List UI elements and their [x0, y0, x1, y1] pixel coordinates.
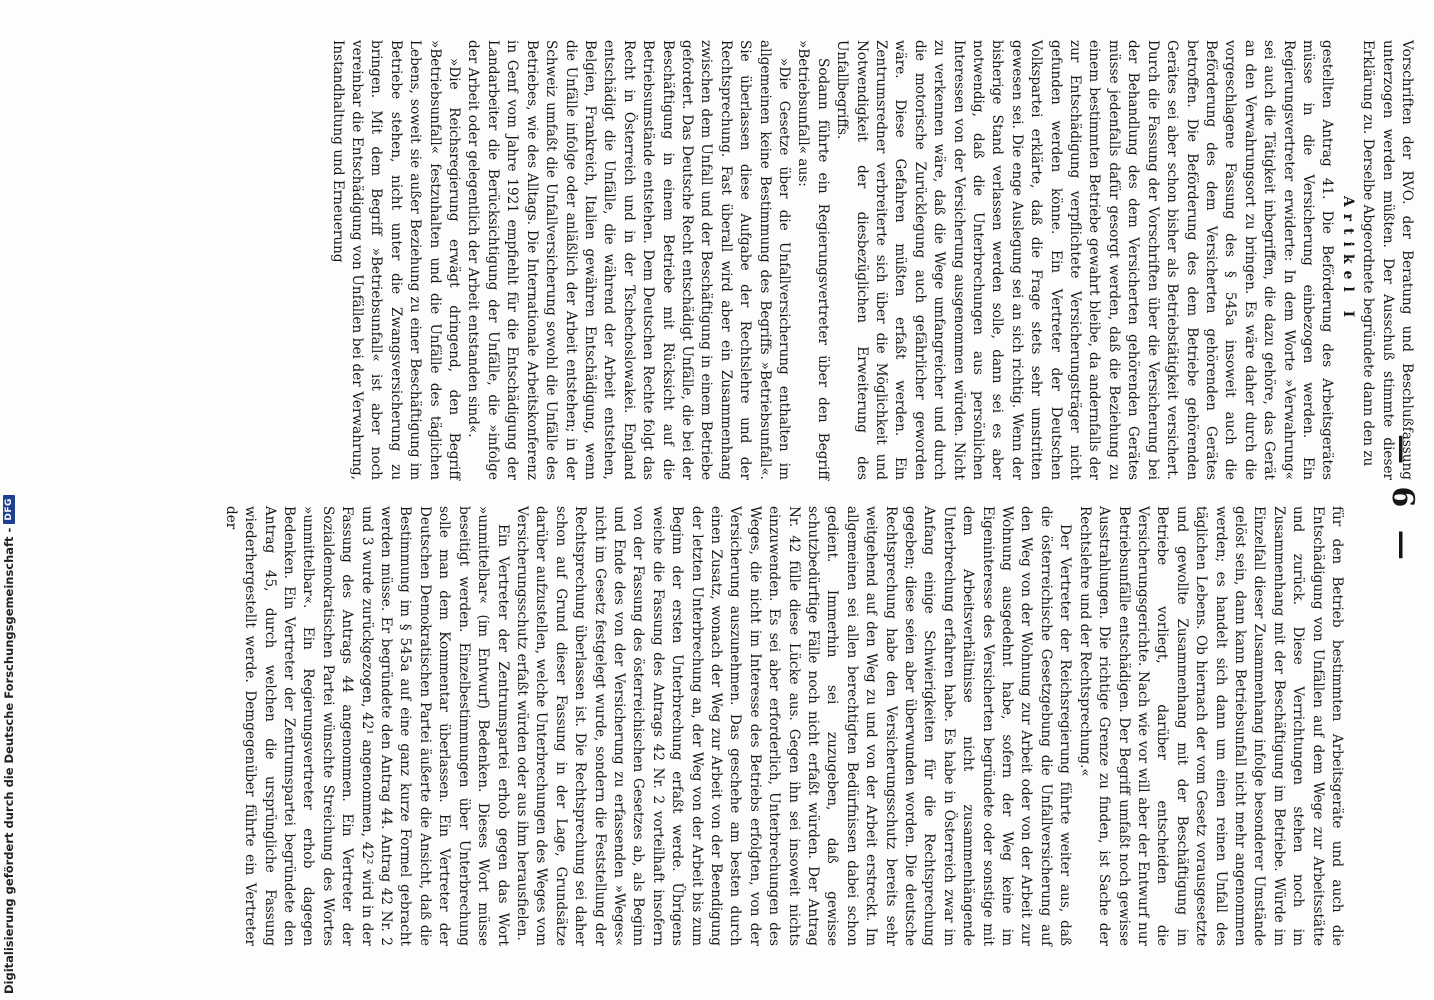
- right-column: [220, 506, 1346, 946]
- paragraph: Sodann führte ein Regierungsvertreter über den Begriff »Betriebsunfall« aus:: [795, 40, 831, 480]
- paragraph: Der Vertreter der Reichsregierung führte weiter aus, daß die österreichische Gesetzgebung die Unfallversicherung auf den Weg von der Wohnung zur Arbeit oder von der Arbeit zur Wohnung ausgedehnt habe, sofern der Weg keine im Eigeninteresse des Versicherten begründete oder sonstige mit dem Arbeitsverhältnisse nicht zusammenhängende Unterbrechung erfahren habe. Es habe in Österreich zwar im Anfang einige Schwierigkeiten für die Rechtsprechung gegeben; diese seien aber überwunden worden. Die deutsche Rechtsprechung habe den Versicherungsschutz bereits sehr weitgehend auf den Weg zu und von der Arbeit erstreckt. Im allgemeinen sei allen berechtigten Bedürfnissen dabei schon gedient. Immerhin sei zuzugeben, daß gewisse schutzbedürftige Fälle noch nicht erfaßt würden. Der Antrag Nr. 42 fülle diese Lücke aus. Gegen ihn sei insoweit nichts einzuwenden. Es sei aber erforderlich, Unterbrechungen des Weges, die nicht im Interesse des Betriebs erfolgten, von der Versicherung auszunehmen. Das geschehe am besten durch einen Zusatz, wonach der Weg zur Arbeit von der Beendigung der letzten Unterbrechung an, der Weg von der Arbeit bis zum Beginn der ersten Unterbrechung erfaßt werde. Übrigens weiche die Fassung des Antrags 42 Nr. 2 vorteilhaft insofern von der Fassung des österreichischen Gesetzes ab, als Beginn und Ende des von der Versicherung zu erfassenden »Weges« nicht im Gesetz festgelegt wurde, sondern die Feststellung der Rechtsprechung überlassen ist. Die Rechtsprechung sei daher schon auf Grund dieser Fassung in der Lage, Grundsätze darüber aufzustellen, welche Unterbrechungen des Weges vom Versicherungsschutz erfaßt würden oder aus ihm herausfielen.: [513, 506, 1074, 946]
- paragraph: »Die Gesetze über die Unfallversicherung enthalten im allgemeinen keine Bestimmung des Begriffs »Betriebsunfall«. Sie überlassen diese Aufgabe der Rechtslehre und der Rechtsprechung. Fast überall wird aber ein Zusammenhang zwischen dem Unfall und der Beschäftigung in einem Betriebe gefordert. Das Deutsche Recht entschädigt Unfälle, die bei der Beschäftigung in einem Betriebe mit Rücksicht auf die Betriebsumstände entstehen. Dem Deutschen Rechte folgt das Recht in Österreich und in der Tschechoslowakei. England entschädigt die Unfälle, die während der Arbeit entstehen, Belgien, Frankreich, Italien gewähren Entschädigung, wenn die Unfälle infolge oder anläßlich der Arbeit entstehen; in der Schweiz umfaßt die Unfallversicherung sowohl die Unfälle des Betriebes, wie des Alltags. Die Internationale Arbeitskonferenz in Genf vom Jahre 1921 empfiehlt für die Entschädigung der Landarbeiter die Berücksichtigung der Unfälle, die »infolge der Arbeit oder gelegentlich der Arbeit entstanden sind«.: [465, 40, 792, 480]
- paragraph: Ein Vertreter der Zentrumspartei erhob gegen das Wort »unmittelbar« (im Entwurf) Bedenken. Dieses Wort müsse beseitigt werden. Einzelbestimmungen über Unterbrechung solle man dem Kommentar überlassen. Ein Vertreter der Deutschen Demokratischen Partei äußerte die Ansicht, daß die Bestimmung im § 545a auf eine ganz kurze Formel gebracht werden müsse. Er begründete den Antrag 44. Antrag 42 Nr. 2 und 3 wurde zurückgezogen, 42¹ angenommen, 42² wird in der Fassung des Antrags 44 angenommen. Ein Vertreter der Sozialdemokratischen Partei wünschte Streichung des Wortes »unmittelbar«. Ein Regierungsvertreter erhob dagegen Bedenken. Ein Vertreter der Zentrumspartei begründete den Antrag 45, durch welchen die ursprüngliche Fassung wiederhergestellt werde. Demgegenüber führte ein Vertreter der: [222, 506, 511, 946]
- dfg-logo-icon: DFG: [3, 495, 15, 524]
- section-heading: Artikel I: [1339, 195, 1356, 325]
- paragraph: für den Betrieb bestimmten Arbeitsgeräte und auch die Entschädigung von Unfällen auf dem Wege zur Arbeitsstätte und zurück. Diese Verrichtungen stehen noch im Zusammenhang mit der Beschäftigung im Betriebe. Würde im Einzelfall dieser Zusammenhang infolge besonderer Umstände gelöst sein, dann kann Betriebsunfall nicht mehr angenommen werden; es handelt sich dann um einen reinen Unfall des täglichen Lebens. Ob hiernach der vom Gesetz vorausgesetzte und gewollte Zusammenhang mit der Beschäftigung im Betriebe vorliegt, darüber entscheiden die Versicherungsgerichte. Nach wie vor will aber der Entwurf nur Betriebsunfälle entschädigen. Der Begriff umfaßt noch gewisse Ausstrahlungen. Die richtige Grenze zu finden, ist Sache der Rechtslehre und der Rechtsprechung.«: [1076, 506, 1345, 946]
- funding-text: Digitalisierung gefördert durch die Deutsche Forschungsgemeinschaft -: [2, 527, 16, 994]
- left-column: [327, 40, 1416, 480]
- paragraph: gestellten Antrag 41. Die Beförderung des Arbeitsgerätes müsse in die Versicherung einbezogen werden. Ein Regierungsvertreter erwiderte: In dem Worte »Verwahrung« sei auch die Tätigkeit inbegriffen, die dazu gehöre, das Gerät an den Verwahrungsort zu bringen. Es wäre daher durch die vorgeschlagene Fassung des § 545a insoweit auch die Beförderung des dem Versicherten gehörenden Gerätes betroffen. Die Beförderung des dem Betriebe gehörenden Gerätes sei aber schon bisher als Betriebstätigkeit versichert. Durch die Fassung der Vorschriften über die Versicherung bei der Behandlung des dem Versicherten gehörenden Gerätes müsse jedenfalls dafür gesorgt werden, daß die Beziehung zu einem bestimmten Betriebe gewahrt bleibe, da andernfalls der zur Entschädigung verpflichtete Versicherungsträger nicht gefunden werden könne. Ein Vertreter der Deutschen Volkspartei erklärte, daß die Frage stets sehr umstritten gewesen sei. Die enge Auslegung sei an sich richtig. Wenn der bisherige Stand verlassen werden solle, dann sei es aber notwendig, daß die Unterbrechungen aus persönlichen Interessen von der Versicherung ausgenommen würden. Nicht zu verkennen wäre, daß die Wege umfangreicher und durch die motorische Zurücklegung auch gefährlicher geworden wäre. Diese Gefahren müßten erfaßt werden. Ein Zentrumsredner verbreiterte sich über die Möglichkeit und Notwendigkeit der diesbezüglichen Erweiterung des Unfallbegriffs.: [834, 40, 1336, 480]
- funding-note: [0, 0, 20, 1000]
- page-number: — 6 —: [1385, 434, 1420, 566]
- paragraph: Vorschriften der RVO. der Beratung und Beschlußfassung unterzogen werden müßten. Der Ausschuß stimmte dieser Erklärung zu. Derselbe Abgeordnete begründete dann den zu: [1360, 40, 1415, 480]
- paragraph: »Die Reichsregierung erwägt dringend, den Begriff »Betriebsunfall« festzuhalten und die Unfälle des täglichen Lebens, soweit sie außer Beziehung zu einer Beschäftigung im Betriebe stehen, nicht unter die Zwangsversicherung zu bringen. Mit dem Begriff »Betriebsunfall« ist aber noch vereinbar die Entschädigung von Unfällen bei der Verwahrung, Instandhaltung und Erneuerung: [329, 40, 463, 480]
